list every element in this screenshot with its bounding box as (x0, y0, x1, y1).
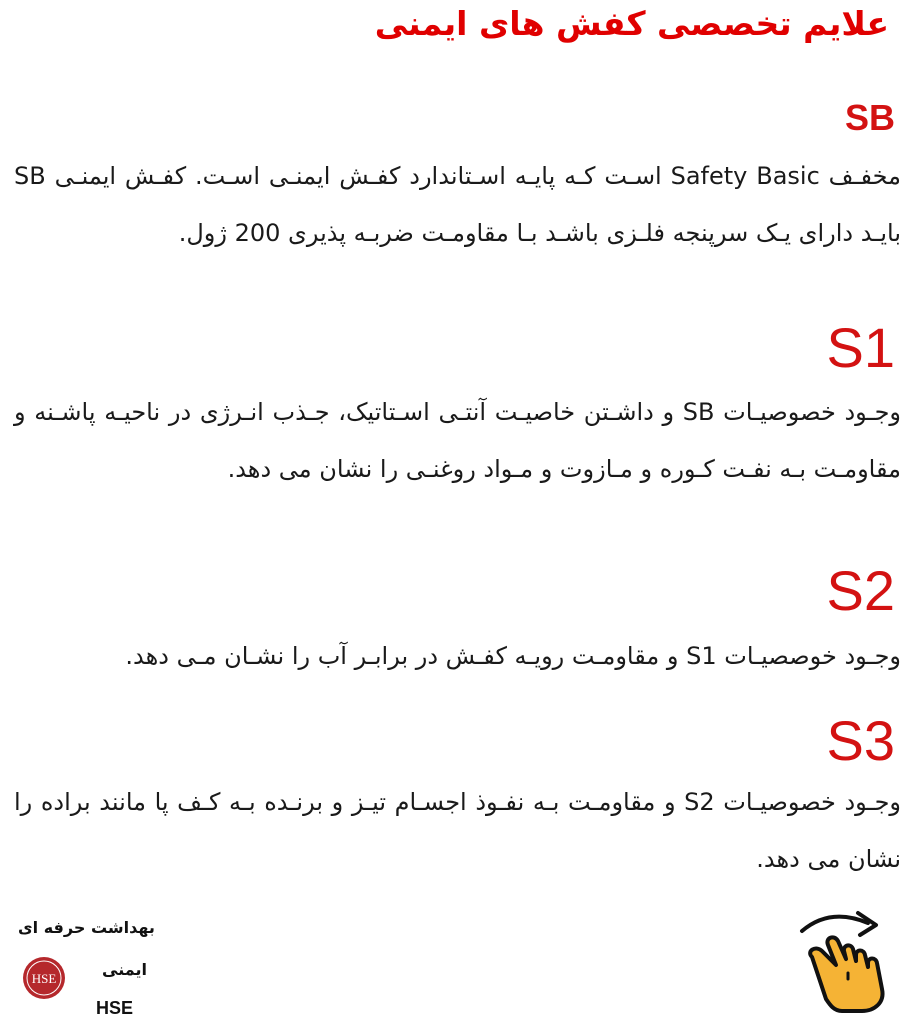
code-s3-heading: S3 (826, 709, 895, 772)
s2-description: وجـود خوصصیـات S1 و مقاومـت رویـه کفـش در برابـر آب را نشـان مـی دهد. (125, 642, 901, 670)
sb-description: مخفـف Safety Basic اسـت کـه پایـه اسـتاندارد کفـش ایمنـی اسـت. کفـش ایمنـی SB بایـد دارای یـک سرپنجه فلـزی باشـد بـا مقاومـت ضربـه پذیری 200 ژول. (14, 162, 901, 247)
swipe-hand-icon[interactable] (790, 905, 900, 1015)
hse-logo (22, 956, 66, 1000)
brand-name: HSE (96, 998, 134, 1018)
s3-description: وجـود خصوصیـات S2 و مقاومـت بـه نفـوذ اجسـام تیـز و برنـده بـه کـف پا مانند براده را نشان می دهد. (14, 788, 902, 873)
code-s1-heading: S1 (826, 316, 895, 379)
brand-block (14, 912, 174, 1024)
s1-description: وجـود خصوصیـات SB و داشـتن خاصیـت آنتـی اسـتاتیک، جـذب انـرژی در ناحیـه پاشـنه و مقاومـت بـه نفـت کـوره و مـازوت و مـواد روغنـی را نشان می دهد. (14, 398, 902, 483)
brand-subtitle: ایمنی (102, 960, 147, 979)
logo-text: HSE (31, 971, 57, 986)
page-title: علایم تخصصی کفش های ایمنی (374, 4, 889, 43)
brand-title: بهداشت حرفه ای (18, 918, 155, 937)
code-sb-heading: SB (844, 97, 895, 138)
code-s2-heading: S2 (826, 559, 895, 622)
